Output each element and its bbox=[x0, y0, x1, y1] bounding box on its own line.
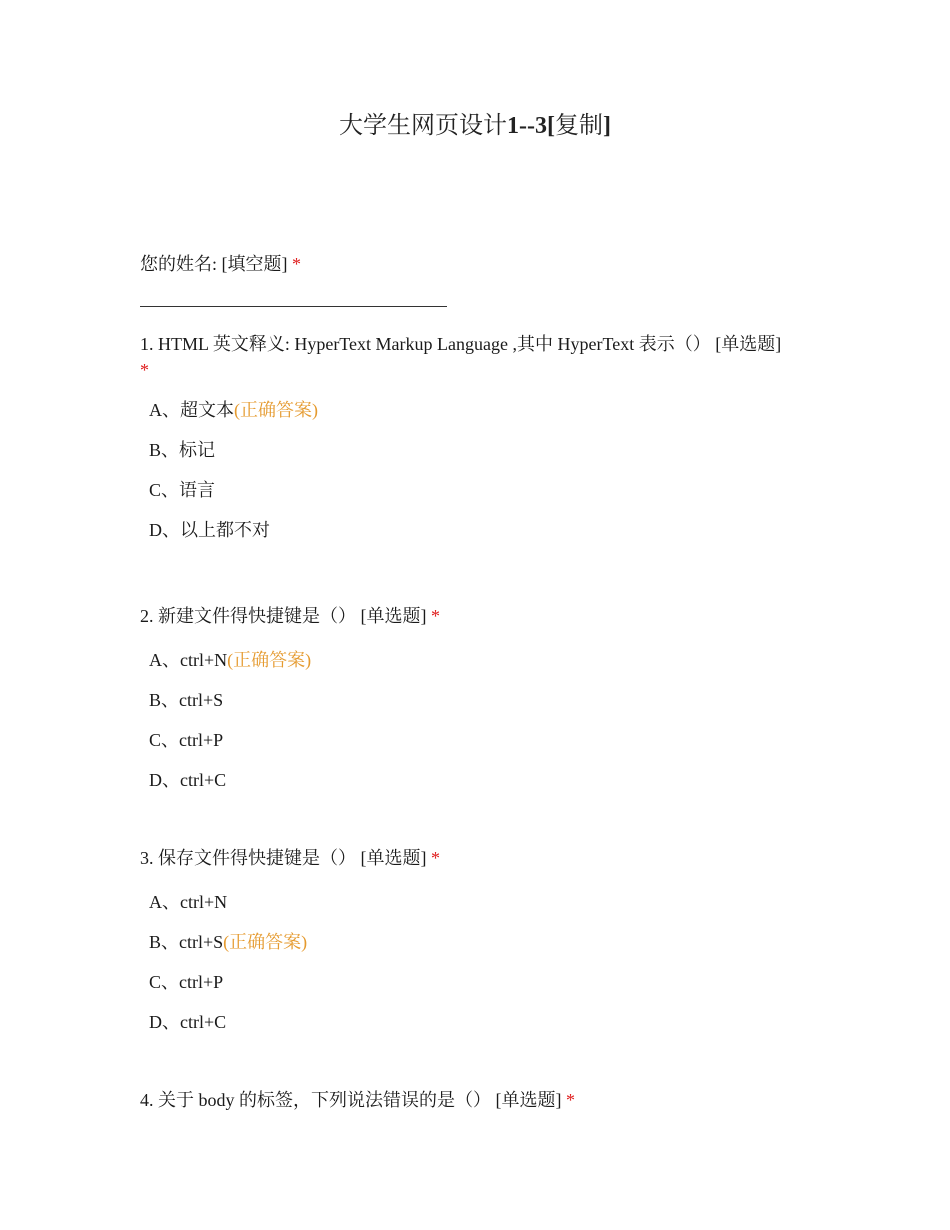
question-4 bbox=[140, 1087, 820, 1113]
page-title: 大学生网页设计1--3[复制] bbox=[339, 113, 611, 139]
option-b[interactable]: B、ctrl+S bbox=[149, 690, 224, 710]
name-input-line[interactable] bbox=[140, 306, 447, 307]
option-d[interactable]: D、ctrl+C bbox=[149, 1012, 227, 1032]
option-a[interactable]: A、超文本(正确答案) bbox=[149, 400, 318, 420]
option-c[interactable]: C、ctrl+P bbox=[149, 730, 224, 750]
question-stem: 4. 关于 body 的标签，下列说法错误的是（） [单选题] * bbox=[140, 1090, 575, 1110]
question-2 bbox=[140, 603, 820, 807]
option-b[interactable]: B、标记 bbox=[149, 440, 216, 460]
required-mark: * bbox=[431, 848, 440, 868]
option-c[interactable]: C、语言 bbox=[149, 480, 216, 500]
option-c[interactable]: C、ctrl+P bbox=[149, 972, 224, 992]
correct-answer-tag: (正确答案) bbox=[234, 400, 318, 420]
correct-answer-tag: (正确答案) bbox=[227, 650, 312, 670]
question-stem: 2. 新建文件得快捷键是（） [单选题] * bbox=[140, 606, 440, 626]
question-stem: 1. HTML 英文释义: HyperText Markup Language ,其中 HyperText 表示（） [单选题] * bbox=[140, 334, 782, 380]
question-stem: 3. 保存文件得快捷键是（） [单选题] * bbox=[140, 848, 440, 868]
option-d[interactable]: D、以上都不对 bbox=[149, 520, 270, 540]
question-3 bbox=[140, 845, 820, 1049]
required-mark: * bbox=[140, 360, 149, 380]
option-list bbox=[140, 889, 820, 1049]
name-question bbox=[140, 251, 301, 277]
option-b[interactable]: B、ctrl+S(正确答案) bbox=[149, 932, 308, 952]
name-label: 您的姓名: bbox=[140, 254, 218, 274]
option-d[interactable]: D、ctrl+C bbox=[149, 770, 227, 790]
option-a[interactable]: A、ctrl+N bbox=[149, 892, 228, 912]
option-list bbox=[140, 397, 820, 557]
required-mark: * bbox=[566, 1090, 575, 1110]
question-1 bbox=[140, 331, 820, 557]
required-mark: * bbox=[431, 606, 440, 626]
correct-answer-tag: (正确答案) bbox=[223, 932, 308, 952]
option-list bbox=[140, 647, 820, 807]
option-a[interactable]: A、ctrl+N(正确答案) bbox=[149, 650, 312, 670]
question-type-tag: [填空题] bbox=[221, 254, 288, 274]
required-mark: * bbox=[292, 254, 302, 274]
